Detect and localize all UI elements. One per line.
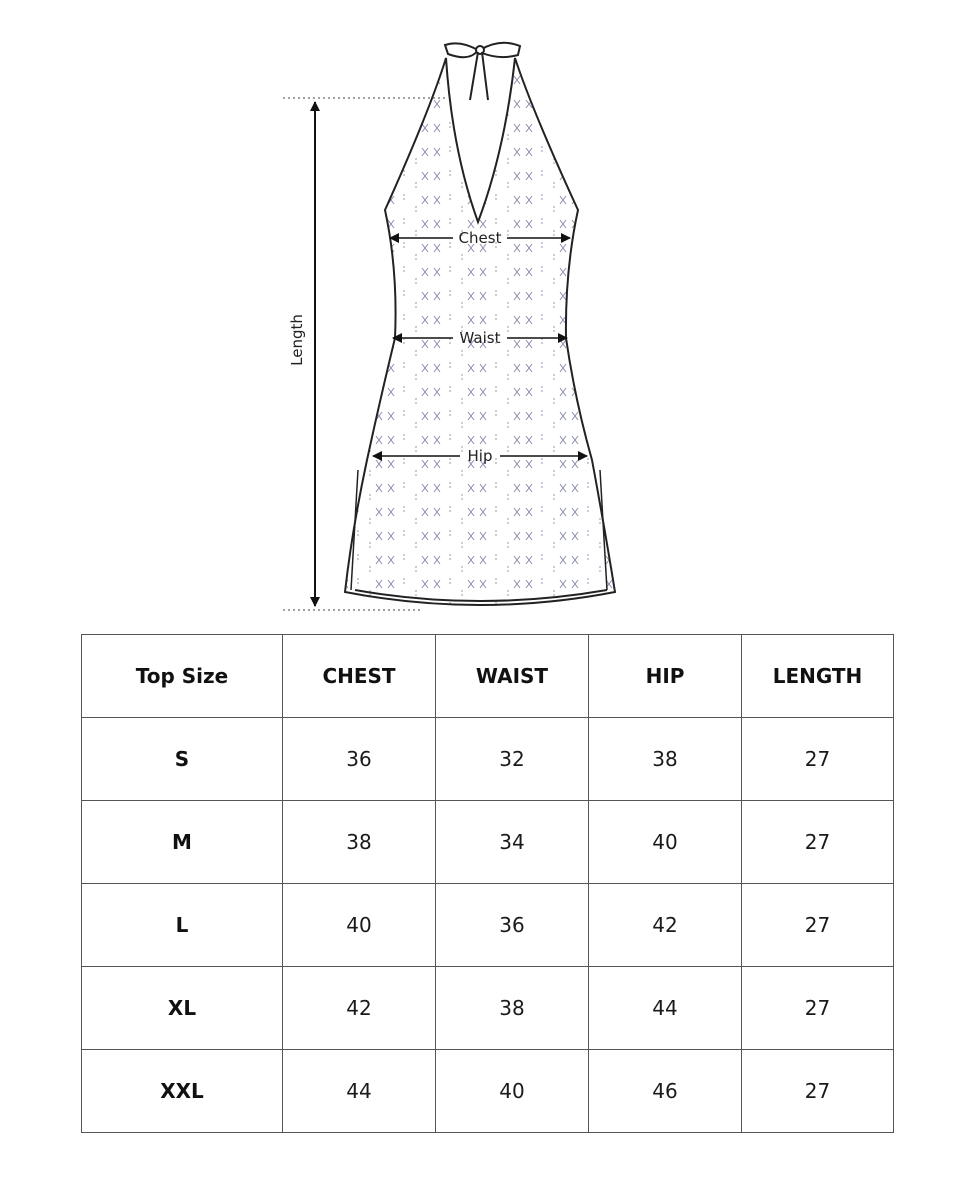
header-top-size: Top Size xyxy=(82,635,283,718)
hip-cell: 38 xyxy=(589,718,742,801)
waist-cell: 38 xyxy=(436,967,589,1050)
waist-cell: 32 xyxy=(436,718,589,801)
hip-label: Hip xyxy=(467,447,493,465)
size-cell: XL xyxy=(82,967,283,1050)
waist-cell: 40 xyxy=(436,1050,589,1133)
halter-tie xyxy=(445,43,520,100)
header-waist: WAIST xyxy=(436,635,589,718)
table-row xyxy=(82,801,894,884)
length-cell: 27 xyxy=(742,718,894,801)
hip-cell: 40 xyxy=(589,801,742,884)
header-hip: HIP xyxy=(589,635,742,718)
size-cell: XXL xyxy=(82,1050,283,1133)
table-row xyxy=(82,1050,894,1133)
hip-cell: 46 xyxy=(589,1050,742,1133)
size-cell: L xyxy=(82,884,283,967)
size-cell: S xyxy=(82,718,283,801)
header-chest: CHEST xyxy=(283,635,436,718)
waist-cell: 36 xyxy=(436,884,589,967)
table-row xyxy=(82,884,894,967)
waist-cell: 34 xyxy=(436,801,589,884)
hip-cell: 42 xyxy=(589,884,742,967)
length-cell: 27 xyxy=(742,1050,894,1133)
chest-label: Chest xyxy=(458,229,502,247)
header-length: LENGTH xyxy=(742,635,894,718)
length-label: Length xyxy=(288,314,306,366)
chest-cell: 38 xyxy=(283,801,436,884)
chest-cell: 44 xyxy=(283,1050,436,1133)
size-chart-table xyxy=(81,634,894,1133)
chest-cell: 40 xyxy=(283,884,436,967)
length-cell: 27 xyxy=(742,884,894,967)
table-row xyxy=(82,718,894,801)
hip-cell: 44 xyxy=(589,967,742,1050)
table-header-row xyxy=(82,635,894,718)
chest-cell: 36 xyxy=(283,718,436,801)
length-cell: 27 xyxy=(742,801,894,884)
waist-label: Waist xyxy=(459,329,501,347)
size-cell: M xyxy=(82,801,283,884)
table-row xyxy=(82,967,894,1050)
chest-cell: 42 xyxy=(283,967,436,1050)
length-cell: 27 xyxy=(742,967,894,1050)
